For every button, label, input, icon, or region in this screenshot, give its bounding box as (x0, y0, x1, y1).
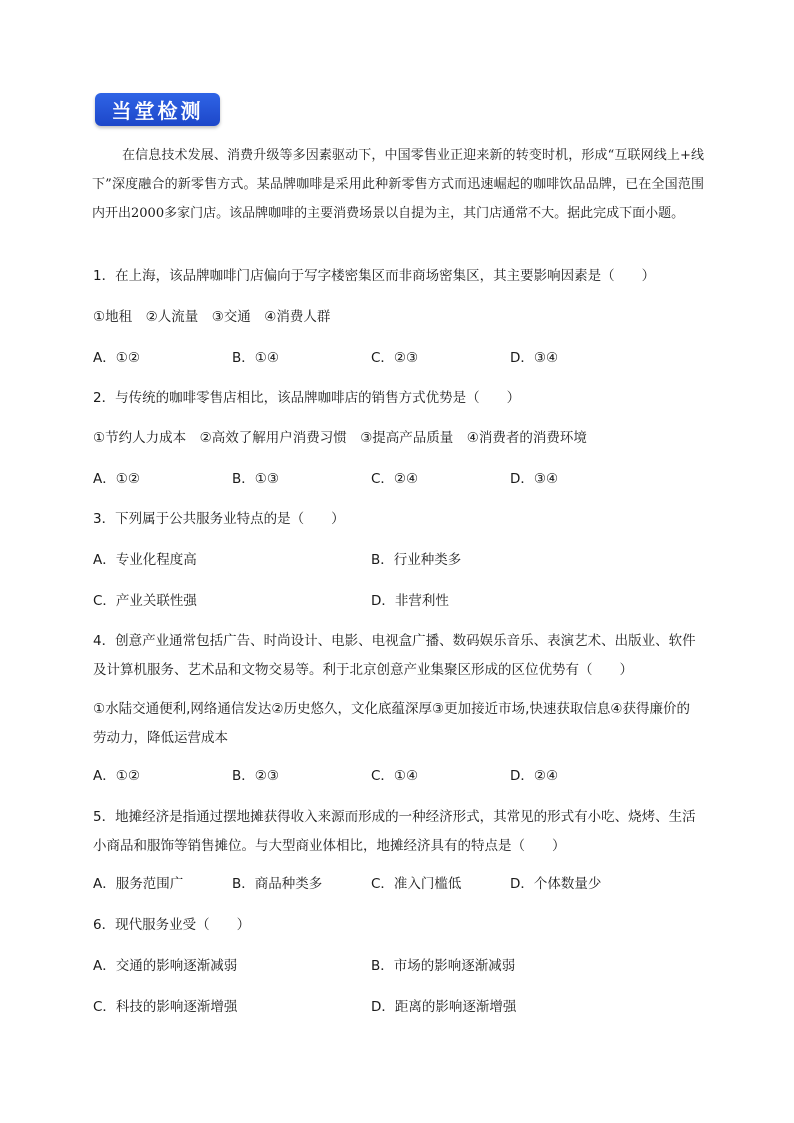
question-1-option-a[interactable]: A．①② (93, 350, 140, 366)
question-2-items: ①节约人力成本 ②高效了解用户消费习惯 ③提高产品质量 ④消费者的消费环境 (93, 430, 587, 446)
question-3-option-c[interactable]: C．产业关联性强 (93, 593, 197, 609)
question-5-option-d[interactable]: D．个体数量少 (510, 876, 602, 892)
question-2-option-a[interactable]: A．①② (93, 471, 140, 487)
question-4-option-d[interactable]: D．②④ (510, 768, 559, 784)
section-title-badge: 当堂检测 (95, 93, 220, 126)
question-4-option-b[interactable]: B．②③ (232, 768, 279, 784)
question-6-option-a[interactable]: A．交通的影响逐渐减弱 (93, 958, 238, 974)
question-5-stem: 5．地摊经济是指通过摆地摊获得收入来源而形成的一种经济形式，其常见的形式有小吃、烧烤、生活小商品和服饰等销售摊位。与大型商业体相比，地摊经济具有的特点是（ ） (93, 809, 696, 854)
question-1-option-b[interactable]: B．①④ (232, 350, 279, 366)
question-4-option-c[interactable]: C．①④ (371, 768, 419, 784)
question-3-stem: 3．下列属于公共服务业特点的是（ ） (93, 511, 345, 527)
question-2-option-d[interactable]: D．③④ (510, 471, 559, 487)
question-4-items: ①水陆交通便利,网络通信发达②历史悠久，文化底蕴深厚③更加接近市场,快速获取信息④获得廉价的劳动力，降低运营成本 (93, 701, 690, 746)
question-4-option-a[interactable]: A．①② (93, 768, 140, 784)
question-5-option-a[interactable]: A．服务范围广 (93, 876, 184, 892)
question-1-items: ①地租 ②人流量 ③交通 ④消费人群 (93, 309, 331, 325)
question-2-stem: 2．与传统的咖啡零售店相比，该品牌咖啡店的销售方式优势是（ ） (93, 390, 521, 406)
question-5-option-b[interactable]: B．商品种类多 (232, 876, 323, 892)
question-6-option-c[interactable]: C．科技的影响逐渐增强 (93, 999, 238, 1015)
question-2-option-c[interactable]: C．②④ (371, 471, 419, 487)
question-3-option-d[interactable]: D．非营利性 (371, 593, 449, 609)
question-1-option-d[interactable]: D．③④ (510, 350, 559, 366)
question-6-stem: 6．现代服务业受（ ） (93, 917, 251, 933)
question-3-option-b[interactable]: B．行业种类多 (371, 552, 462, 568)
question-6-option-d[interactable]: D．距离的影响逐渐增强 (371, 999, 517, 1015)
question-1-option-c[interactable]: C．②③ (371, 350, 419, 366)
question-5-option-c[interactable]: C．准入门槛低 (371, 876, 462, 892)
question-2-option-b[interactable]: B．①③ (232, 471, 279, 487)
intro-paragraph: 在信息技术发展、消费升级等多因素驱动下，中国零售业正迎来新的转变时机，形成“互联网线上+线下”深度融合的新零售方式。某品牌咖啡是采用此种新零售方式而迅速崛起的咖啡饮品品牌，已在全国范围内开出2000多家门店。该品牌咖啡的主要消费场景以自提为主，其门店通常不大。据此完成下面小题。 (92, 148, 704, 221)
question-6-option-b[interactable]: B．市场的影响逐渐减弱 (371, 958, 516, 974)
question-3-option-a[interactable]: A．专业化程度高 (93, 552, 197, 568)
question-1-stem: 1．在上海，该品牌咖啡门店偏向于写字楼密集区而非商场密集区，其主要影响因素是（ ） (93, 268, 656, 284)
question-4-stem: 4．创意产业通常包括广告、时尚设计、电影、电视盒广播、数码娱乐音乐、表演艺术、出版业、软件及计算机服务、艺术品和文物交易等。利于北京创意产业集聚区形成的区位优势有（ ） (93, 633, 696, 678)
